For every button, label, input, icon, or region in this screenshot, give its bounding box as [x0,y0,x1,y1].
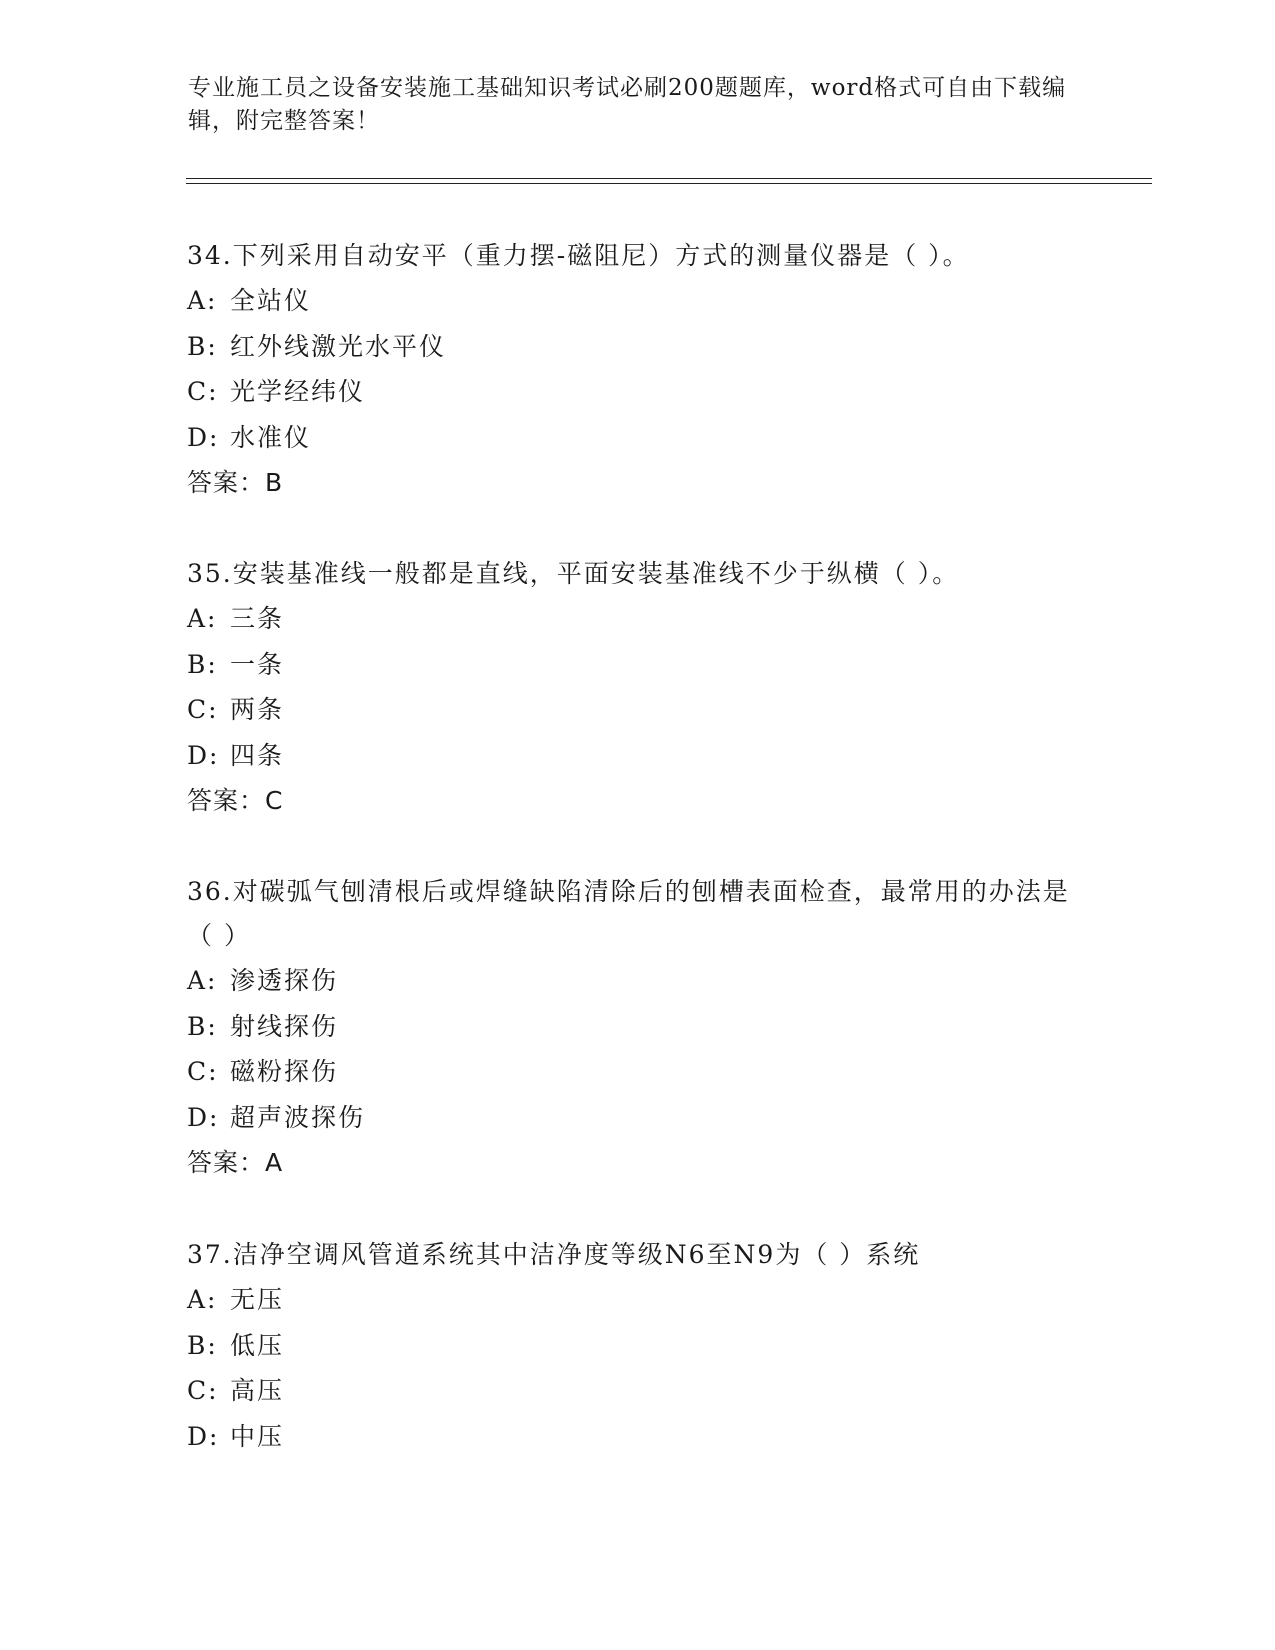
option-b [187,324,1087,370]
document-header: 专业施工员之设备安装施工基础知识考试必刷200题题库，word格式可自由下载编辑，附完整答案！ [188,75,1067,134]
option-text: 三条 [230,604,285,633]
option-text: 红外线激光水平仪 [230,331,447,361]
header-divider-bottom [186,183,1152,184]
option-c [187,687,1087,733]
option-text: 中压 [230,1421,285,1451]
question-36 [187,870,1087,1186]
option-letter: A: [187,1285,218,1314]
option-letter: A: [187,966,218,995]
option-d [187,415,1087,461]
option-text: 一条 [230,649,285,679]
option-letter: D: [187,422,220,452]
option-a [187,596,1087,642]
option-text: 射线探伤 [230,1011,339,1041]
option-c [187,1368,1087,1414]
option-text: 两条 [230,695,285,724]
option-letter: C: [187,377,219,406]
option-text: 高压 [230,1376,285,1405]
option-letter: B: [187,1330,218,1360]
answer: 答案：B [187,468,284,497]
option-text: 水准仪 [230,422,312,452]
option-text: 磁粉探伤 [230,1057,339,1086]
option-text: 无压 [230,1285,285,1314]
option-a [187,958,1087,1004]
option-text: 超声波探伤 [230,1102,366,1132]
option-text: 全站仪 [230,286,312,315]
question-35 [187,552,1087,824]
option-a [187,278,1087,324]
option-letter: D: [187,740,220,770]
option-text: 低压 [230,1330,285,1360]
option-d [187,1095,1087,1141]
question-37 [187,1233,1087,1459]
answer: 答案：C [187,786,284,815]
option-b [187,642,1087,688]
option-c [187,369,1087,415]
answer: 答案：A [187,1148,284,1177]
option-b [187,1323,1087,1369]
question-stem: 36.对碳弧气刨清根后或焊缝缺陷清除后的刨槽表面检查，最常用的办法是（ ） [187,877,1070,950]
option-text: 四条 [230,740,285,770]
option-text: 渗透探伤 [230,966,339,995]
question-stem: 37.洁净空调风管道系统其中洁净度等级N6至N9为（ ）系统 [187,1240,921,1269]
option-text: 光学经纬仪 [230,377,366,406]
option-c [187,1049,1087,1095]
option-letter: D: [187,1421,220,1451]
option-b [187,1004,1087,1050]
question-stem: 35.安装基准线一般都是直线，平面安装基准线不少于纵横（ ）。 [187,559,960,588]
option-letter: C: [187,1376,219,1405]
option-a [187,1277,1087,1323]
question-34 [187,234,1087,506]
option-letter: B: [187,331,218,361]
option-letter: B: [187,1011,218,1041]
option-letter: A: [187,604,218,633]
option-letter: D: [187,1102,220,1132]
question-stem: 34.下列采用自动安平（重力摆-磁阻尼）方式的测量仪器是（ ）。 [187,241,970,270]
option-letter: B: [187,649,218,679]
option-letter: C: [187,1057,219,1086]
header-divider-top [186,178,1152,179]
option-d [187,733,1087,779]
option-letter: C: [187,695,219,724]
option-letter: A: [187,286,218,315]
option-d [187,1414,1087,1460]
